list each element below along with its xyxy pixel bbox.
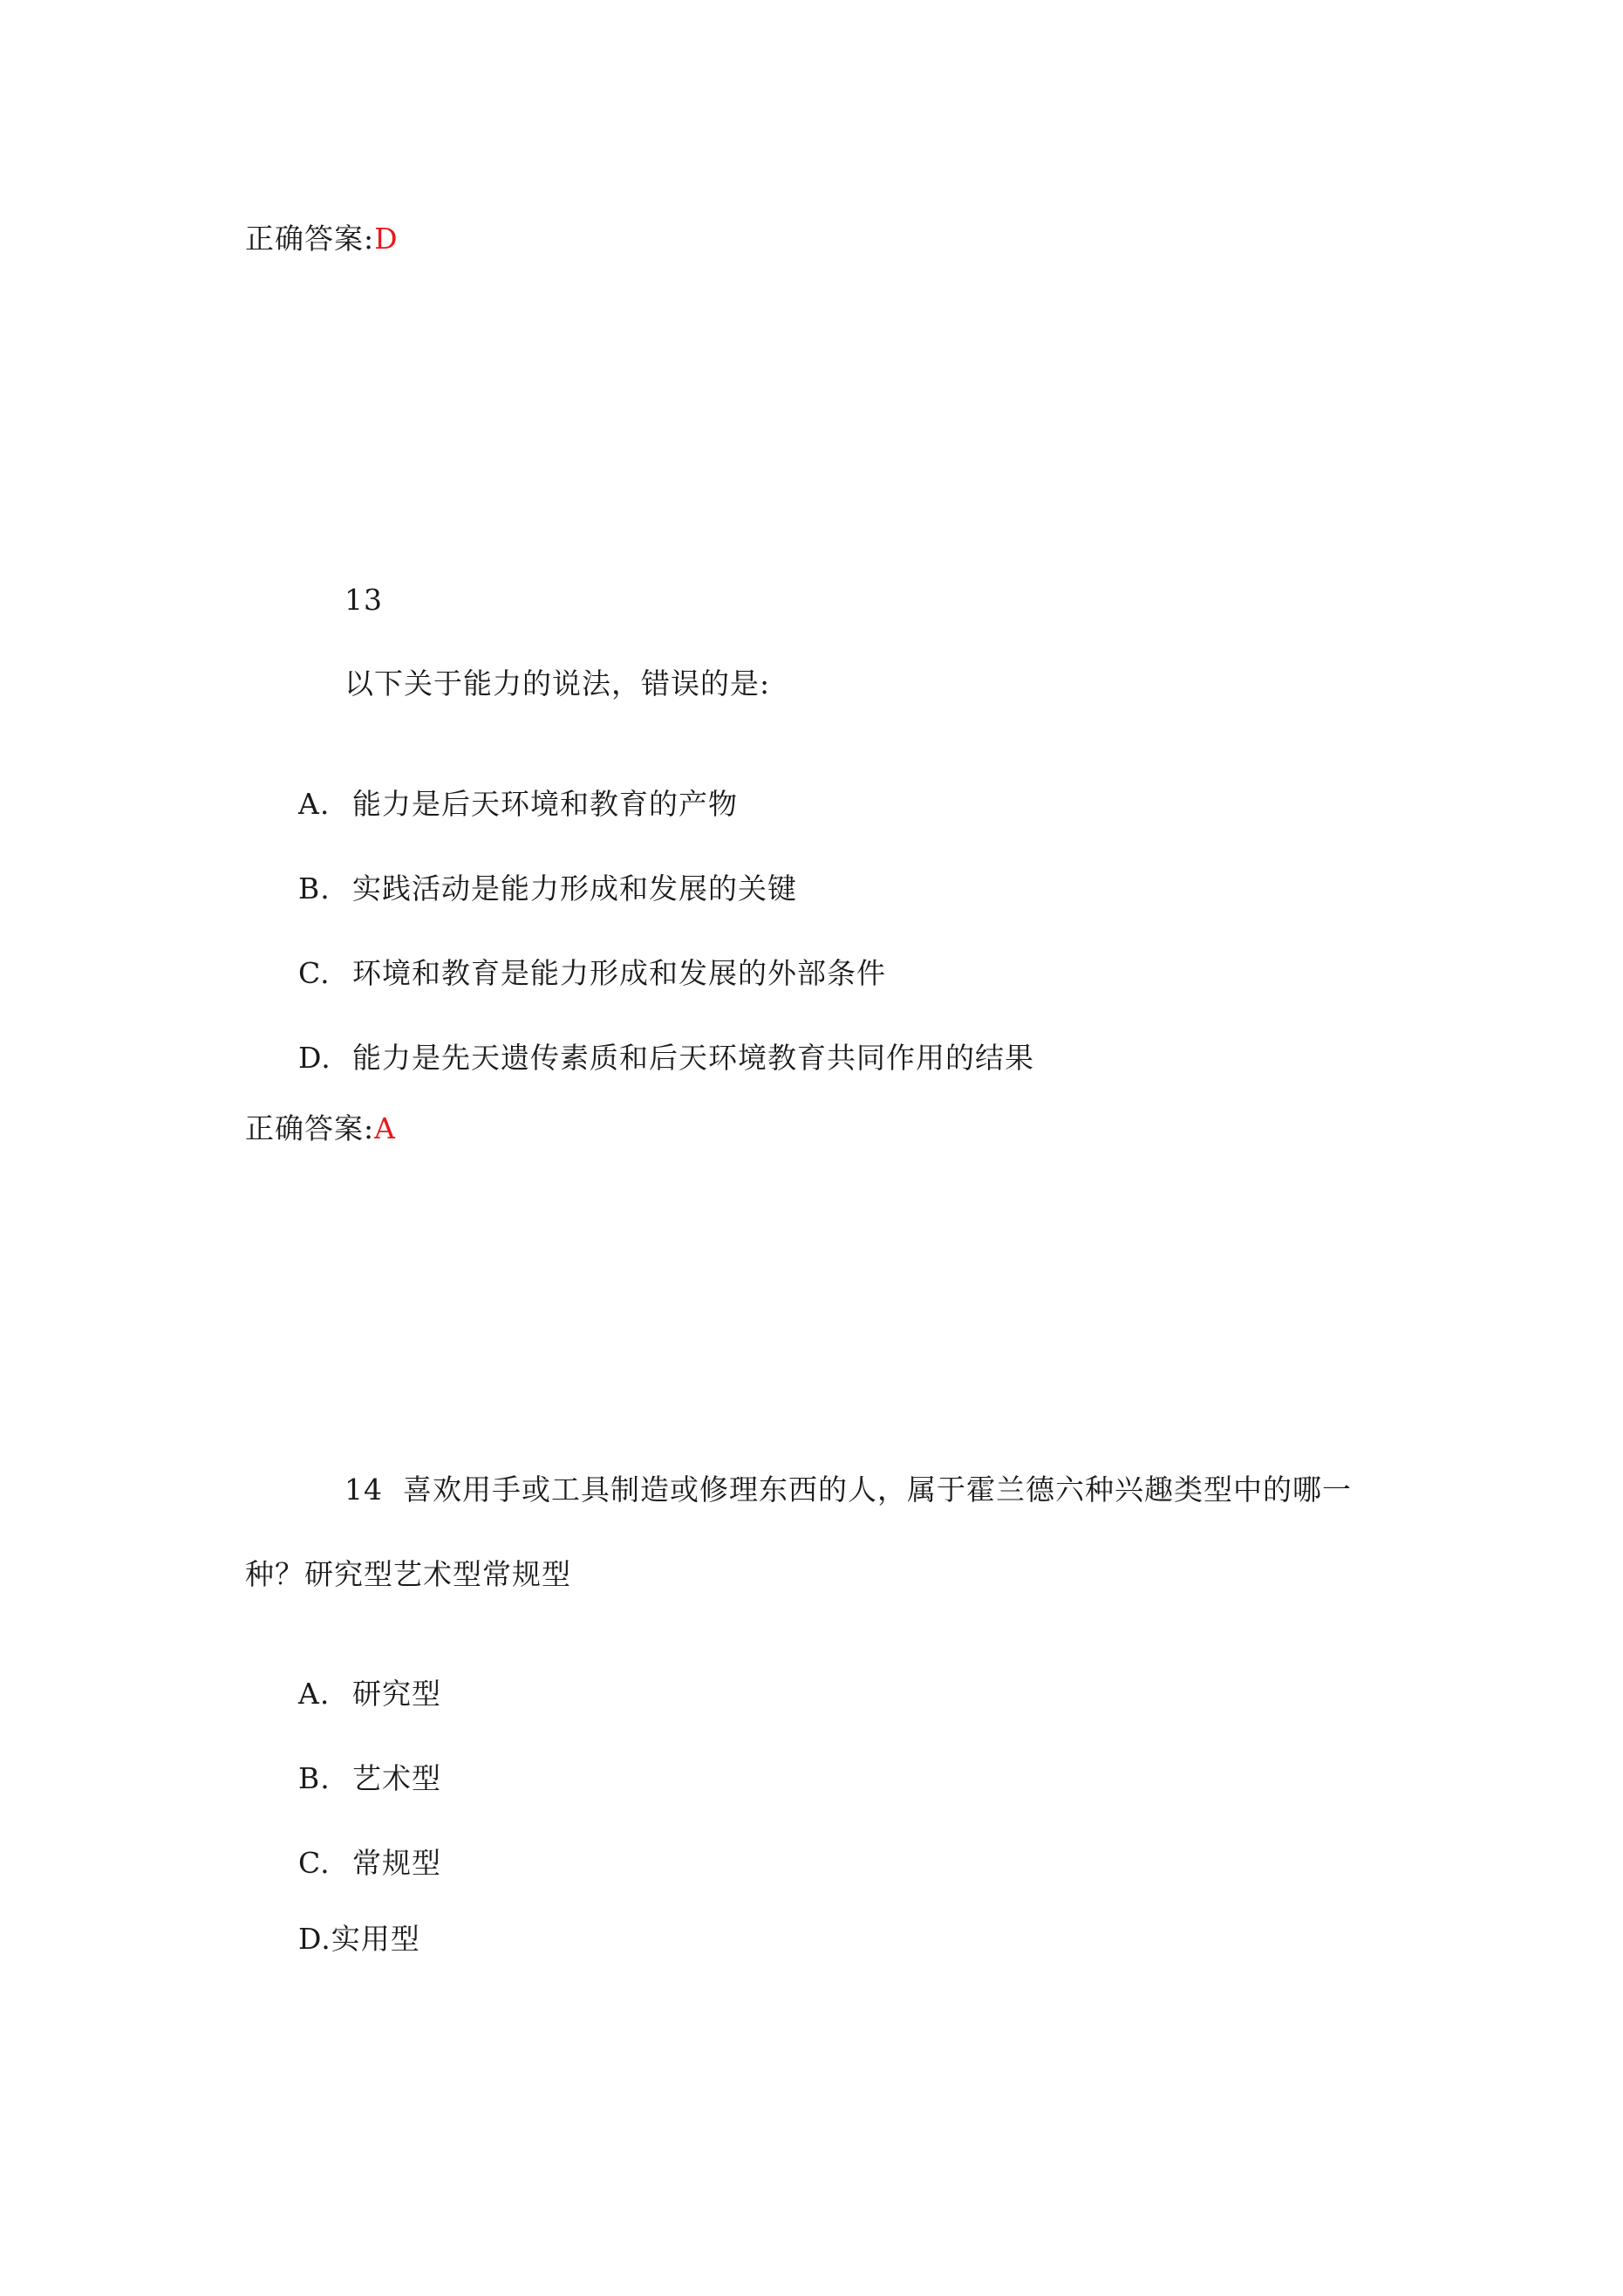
- option-letter: B.: [298, 871, 331, 905]
- option-text: 能力是先天遗传素质和后天环境教育共同作用的结果: [352, 1041, 1034, 1075]
- q12-answer-value: D: [374, 222, 399, 256]
- option-text: 实践活动是能力形成和发展的关键: [352, 871, 797, 905]
- q14-number: 14: [344, 1473, 383, 1507]
- q14-option-d: [298, 1922, 420, 1957]
- q14-option-c: [298, 1846, 441, 1881]
- option-text: 艺术型: [352, 1761, 441, 1795]
- q14-stem-line1: [344, 1473, 1352, 1507]
- answer-label: 正确答案:: [245, 1111, 375, 1145]
- option-text: 实用型: [331, 1922, 420, 1956]
- q14-stem-line2: 种？研究型艺术型常规型: [245, 1557, 571, 1591]
- q13-option-a: [298, 787, 738, 822]
- option-letter: A.: [298, 1677, 331, 1711]
- q13-option-b: [298, 871, 797, 906]
- q12-answer-line: [245, 222, 399, 256]
- option-letter: D.: [298, 1041, 331, 1075]
- option-letter: D.: [298, 1922, 331, 1956]
- option-letter: A.: [298, 787, 331, 821]
- option-text: 常规型: [352, 1846, 441, 1880]
- option-text: 环境和教育是能力形成和发展的外部条件: [352, 956, 886, 990]
- option-letter: C.: [298, 956, 331, 990]
- q13-answer-value: A: [374, 1111, 396, 1145]
- q13-option-d: [298, 1041, 1034, 1076]
- option-letter: C.: [298, 1846, 331, 1880]
- q13-number: 13: [344, 583, 383, 617]
- q13-stem: 以下关于能力的说法，错误的是:: [344, 666, 771, 700]
- option-letter: B.: [298, 1761, 331, 1795]
- q13-answer-line: [245, 1111, 396, 1146]
- answer-label: 正确答案:: [245, 222, 375, 256]
- q14-stem-text: 喜欢用手或工具制造或修理东西的人，属于霍兰德六种兴趣类型中的哪一: [402, 1473, 1352, 1507]
- q14-option-a: [298, 1677, 441, 1712]
- option-text: 研究型: [352, 1677, 441, 1711]
- q13-option-c: [298, 956, 886, 991]
- q14-option-b: [298, 1761, 441, 1796]
- option-text: 能力是后天环境和教育的产物: [352, 787, 738, 821]
